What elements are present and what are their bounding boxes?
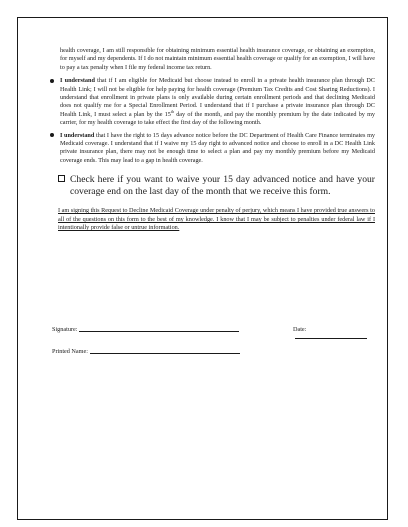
acknowledgement-item-2 <box>60 132 375 166</box>
waive-notice-option <box>58 174 375 198</box>
printed-name-row <box>52 348 240 355</box>
signature-row <box>52 326 372 333</box>
printed-name-field[interactable] <box>90 353 240 354</box>
date-block <box>293 326 372 340</box>
signature-field[interactable] <box>79 331 239 332</box>
perjury-statement: I am signing this Request to Decline Medicaid Coverage under penalty of perjury, which means I have provided true answers to all of the questions on this form to the best of my knowledge. I know that I may be subject to penalties under federal law if I intentionally provide false or untrue information. <box>58 207 375 232</box>
date-label: Date: <box>293 326 307 333</box>
document-page <box>17 17 388 520</box>
ordinal-suffix: th <box>170 108 175 114</box>
bullet-icon <box>50 79 54 83</box>
waive-notice-label: Check here if you want to waive your 15 day advanced notice and have your coverage end on the last day of the month that we receive this form. <box>70 174 375 198</box>
acknowledgement-text: that I have the right to 15 days advance notice before the DC Department of Health Care Finance terminates my Medicaid coverage. I understand that if I waive my 15 day right to advanced notice and choose to enroll in a DC Health Link private insurance plan, there may not be enough time to select a plan and pay my monthly premium before my Medicaid coverage ends. This may lead to a gap in health coverage. <box>60 131 376 164</box>
document-content <box>60 47 375 233</box>
acknowledgement-text: that if I am eligible for Medicaid but choose instead to enroll in a private health insurance plan through DC Health Link; I will not be eligible for help paying for health coverage (Premium Tax Credits and Cost Sharing Reductions). I understand that enrollment in private plans is only available during certain enrollment periods and that declining Medicaid does not qualify me for a Special Enrollment Period. I understand that if I purchase a private insurance plan through DC Health Link, I must select a plan by the 15 <box>60 77 375 118</box>
acknowledgement-text-continued: day of the month, and pay the monthly premium by the date indicated by my carrier, for my health coverage to take effect the first day of the following month. <box>60 110 375 127</box>
waive-notice-checkbox[interactable] <box>58 175 65 182</box>
printed-name-label: Printed Name: <box>52 348 88 355</box>
date-field[interactable] <box>295 338 367 339</box>
acknowledgement-list <box>60 77 375 165</box>
intro-paragraph: health coverage, I am still responsible for obtaining minimum essential health insurance coverage, or obtaining an exemption, for myself and my dependents. If I do not maintain minimum essential health coverage or qualify for an exemption, I will have to pay a tax penalty when I file my federal income tax return. <box>60 47 375 71</box>
bullet-icon <box>50 133 54 137</box>
acknowledgement-lead: I understand <box>60 77 95 85</box>
acknowledgement-lead: I understand <box>60 131 95 139</box>
signature-label: Signature: <box>52 326 78 333</box>
acknowledgement-item-1 <box>60 77 375 127</box>
